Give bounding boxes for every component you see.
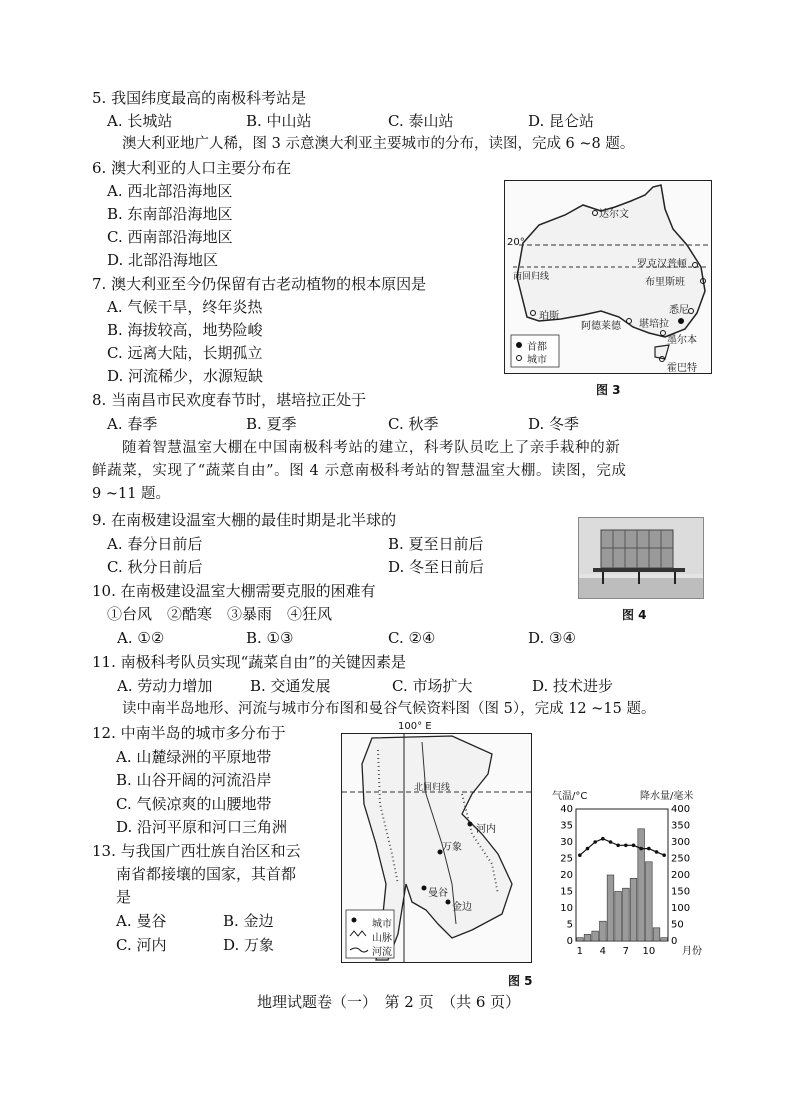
q12-option-c: C. 气候凉爽的山腰地带 bbox=[116, 795, 272, 813]
q13-stem-line3: 是 bbox=[116, 888, 132, 906]
legend-capital-label: 首都 bbox=[527, 342, 547, 353]
q5-option-a: A. 长城站 bbox=[107, 112, 173, 130]
q12-option-b: B. 山谷开阔的河流沿岸 bbox=[116, 771, 272, 789]
temp-point bbox=[647, 847, 651, 851]
x-tick-label: 7 bbox=[622, 946, 630, 957]
label-canberra: 堪培拉 bbox=[639, 319, 669, 330]
temp-point bbox=[578, 853, 582, 857]
q9-option-d: D. 冬至日前后 bbox=[388, 558, 485, 576]
q5-stem: 5. 我国纬度最高的南极科考站是 bbox=[92, 89, 307, 107]
q9-option-b: B. 夏至日前后 bbox=[388, 535, 484, 553]
right-tick-label: 250 bbox=[671, 853, 691, 865]
q8-option-b: B. 夏季 bbox=[246, 415, 297, 433]
legend-city-label-5: 城市 bbox=[372, 919, 392, 930]
label-bangkok: 曼谷 bbox=[428, 888, 448, 899]
q13-option-a: A. 曼谷 bbox=[116, 912, 167, 930]
x-unit-label: 月份 bbox=[682, 946, 702, 957]
q11-option-a: A. 劳动力增加 bbox=[117, 677, 213, 695]
temp-point bbox=[624, 844, 628, 848]
temp-point bbox=[586, 847, 590, 851]
q8-option-a: A. 春季 bbox=[107, 415, 158, 433]
label-tropic-cancer: 北回归线 bbox=[414, 783, 451, 793]
intro-9-11-line1: 随着智慧温室大棚在中国南极科考站的建立，科考队员吃上了亲手栽种的新 bbox=[122, 440, 621, 456]
temp-point bbox=[639, 847, 643, 851]
left-tick-label: 25 bbox=[560, 853, 573, 865]
x-tick-label: 4 bbox=[599, 946, 607, 957]
label-100e: 100° E bbox=[398, 721, 432, 732]
label-brisbane: 布里斯班 bbox=[645, 277, 685, 288]
q6-option-d: D. 北部沿海地区 bbox=[107, 251, 219, 269]
legend-mountain-label: 山脉 bbox=[372, 933, 392, 944]
city-phnompenh-dot bbox=[446, 900, 451, 905]
q10-option-c: C. ②④ bbox=[388, 629, 436, 647]
q11-stem: 11. 南极科考队员实现“蔬菜自由”的关键因素是 bbox=[92, 653, 406, 671]
label-20-degree: 20° bbox=[507, 237, 525, 248]
indochina-map-svg bbox=[342, 734, 531, 962]
q10-option-a: A. ①② bbox=[117, 629, 165, 647]
city-canberra-dot bbox=[678, 318, 684, 324]
right-tick-label: 150 bbox=[671, 886, 691, 898]
precip-bar bbox=[577, 938, 584, 941]
figure-4-caption: 图 4 bbox=[622, 608, 647, 622]
precip-bar bbox=[630, 878, 637, 941]
q10-option-b: B. ①③ bbox=[246, 629, 294, 647]
temp-point bbox=[655, 850, 659, 854]
q9-option-a: A. 春分日前后 bbox=[107, 535, 203, 553]
intro-9-11-line3: 9 ~11 题。 bbox=[92, 486, 171, 502]
precip-bar bbox=[646, 862, 653, 941]
q13-option-b: B. 金边 bbox=[223, 912, 274, 930]
figure-5-caption: 图 5 bbox=[508, 974, 533, 988]
legend-city-symbol-5 bbox=[352, 918, 357, 923]
q13-stem-line2: 南省都接壤的国家，其首都 bbox=[116, 865, 297, 883]
q10-choices: ①台风 ②酷寒 ③暴雨 ④狂风 bbox=[107, 605, 333, 623]
label-hobart: 霍巴特 bbox=[667, 363, 697, 374]
left-tick-label: 40 bbox=[560, 804, 573, 815]
x-tick-label: 1 bbox=[576, 946, 584, 957]
precip-bar bbox=[661, 938, 668, 941]
figure-4-photo bbox=[578, 517, 704, 599]
label-phnompenh: 金边 bbox=[452, 902, 472, 913]
temp-point bbox=[601, 837, 605, 841]
right-tick-label: 300 bbox=[671, 837, 691, 848]
city-bangkok-dot bbox=[422, 886, 427, 891]
temp-point bbox=[593, 840, 597, 844]
climate-chart bbox=[540, 785, 710, 961]
right-tick-label: 100 bbox=[671, 903, 691, 914]
left-tick-label: 10 bbox=[560, 903, 573, 914]
temp-point bbox=[662, 853, 666, 857]
q5-option-c: C. 泰山站 bbox=[388, 112, 454, 130]
label-adelaide: 阿德莱德 bbox=[581, 321, 621, 332]
precip-bar bbox=[638, 829, 645, 941]
q10-stem: 10. 在南极建设温室大棚需要克服的困难有 bbox=[92, 582, 376, 600]
q8-option-c: C. 秋季 bbox=[388, 415, 439, 433]
chart-ylabel-left: 气温/°C bbox=[552, 791, 588, 802]
q7-option-b: B. 海拔较高，地势险峻 bbox=[107, 321, 263, 339]
label-vientiane: 万象 bbox=[442, 842, 462, 853]
q5-option-b: B. 中山站 bbox=[246, 112, 312, 130]
precip-bar bbox=[653, 928, 660, 941]
left-tick-label: 15 bbox=[560, 886, 573, 898]
left-tick-label: 35 bbox=[560, 820, 573, 832]
temp-point bbox=[609, 840, 613, 844]
right-tick-label: 0 bbox=[671, 936, 678, 947]
label-melbourne: 墨尔本 bbox=[667, 335, 697, 346]
q10-option-d: D. ③④ bbox=[528, 629, 576, 647]
q13-option-c: C. 河内 bbox=[116, 936, 167, 954]
legend-city-label: 城市 bbox=[527, 355, 547, 366]
precip-bar bbox=[584, 934, 591, 941]
right-tick-label: 200 bbox=[671, 870, 691, 881]
city-hanoi-dot bbox=[468, 822, 473, 827]
label-rockhampton: 罗克汉普顿 bbox=[637, 259, 687, 270]
q11-option-c: C. 市场扩大 bbox=[392, 677, 473, 695]
q8-option-d: D. 冬季 bbox=[528, 415, 580, 433]
q9-stem: 9. 在南极建设温室大棚的最佳时期是北半球的 bbox=[92, 511, 397, 529]
q13-stem-line1: 13. 与我国广西壮族自治区和云 bbox=[92, 842, 301, 860]
q6-option-b: B. 东南部沿海地区 bbox=[107, 205, 233, 223]
greenhouse-svg bbox=[579, 518, 703, 598]
left-tick-label: 30 bbox=[560, 837, 573, 848]
precip-bar bbox=[623, 888, 630, 941]
precip-bar bbox=[607, 875, 614, 941]
q9-option-c: C. 秋分日前后 bbox=[107, 558, 203, 576]
intro-12-15: 读中南半岛地形、河流与城市分布图和曼谷气候资料图（图 5），完成 12 ~15 题。 bbox=[122, 701, 656, 717]
climate-chart-svg bbox=[540, 785, 710, 961]
temp-point bbox=[616, 844, 620, 848]
q11-option-d: D. 技术进步 bbox=[532, 677, 614, 695]
temp-point bbox=[632, 844, 636, 848]
q13-option-d: D. 万象 bbox=[223, 936, 275, 954]
left-tick-label: 0 bbox=[566, 936, 573, 947]
right-tick-label: 400 bbox=[671, 804, 691, 815]
left-tick-label: 5 bbox=[566, 919, 573, 931]
intro-6-8: 澳大利亚地广人稀，图 3 示意澳大利亚主要城市的分布，读图，完成 6 ~8 题。 bbox=[122, 136, 635, 152]
q6-option-a: A. 西北部沿海地区 bbox=[107, 182, 233, 200]
page-footer: 地理试题卷（一） 第 2 页 （共 6 页） bbox=[257, 993, 521, 1011]
q12-option-a: A. 山麓绿洲的平原地带 bbox=[116, 748, 272, 766]
q8-stem: 8. 当南昌市民欢度春节时，堪培拉正处于 bbox=[92, 391, 367, 409]
label-hanoi: 河内 bbox=[476, 824, 496, 835]
q6-stem: 6. 澳大利亚的人口主要分布在 bbox=[92, 159, 292, 177]
intro-9-11-line2: 鲜蔬菜，实现了“蔬菜自由”。图 4 示意南极科考站的智慧温室大棚。读图，完成 bbox=[92, 463, 627, 479]
label-darwin: 达尔文 bbox=[599, 209, 629, 220]
x-tick-label: 10 bbox=[642, 946, 656, 957]
q7-stem: 7. 澳大利亚至今仍保留有古老动植物的根本原因是 bbox=[92, 275, 427, 293]
left-tick-label: 20 bbox=[560, 870, 573, 881]
precip-bar bbox=[615, 892, 622, 942]
precip-bar bbox=[600, 921, 607, 941]
q6-option-c: C. 西南部沿海地区 bbox=[107, 228, 233, 246]
figure-3-map bbox=[504, 180, 712, 374]
chart-frame bbox=[576, 809, 668, 941]
figure-5-map bbox=[341, 733, 532, 963]
label-sydney: 悉尼 bbox=[669, 305, 689, 316]
q7-option-d: D. 河流稀少，水源短缺 bbox=[107, 367, 264, 385]
right-tick-label: 50 bbox=[671, 919, 684, 931]
label-tropic-capricorn: 南回归线 bbox=[513, 272, 550, 282]
figure-3-caption: 图 3 bbox=[596, 383, 621, 397]
precip-bar bbox=[592, 931, 599, 941]
right-tick-label: 350 bbox=[671, 820, 691, 832]
q5-option-d: D. 昆仑站 bbox=[528, 112, 595, 130]
legend-river-label: 河流 bbox=[372, 947, 392, 958]
q7-option-c: C. 远离大陆，长期孤立 bbox=[107, 344, 263, 362]
label-perth: 珀斯 bbox=[539, 311, 559, 322]
q12-stem: 12. 中南半岛的城市多分布于 bbox=[92, 724, 286, 742]
q12-option-d: D. 沿河平原和河口三角洲 bbox=[116, 818, 288, 836]
legend-capital-symbol bbox=[516, 342, 522, 348]
q7-option-a: A. 气候干旱，终年炎热 bbox=[107, 298, 263, 316]
q11-option-b: B. 交通发展 bbox=[250, 677, 331, 695]
chart-ylabel-right: 降水量/毫米 bbox=[640, 791, 694, 802]
